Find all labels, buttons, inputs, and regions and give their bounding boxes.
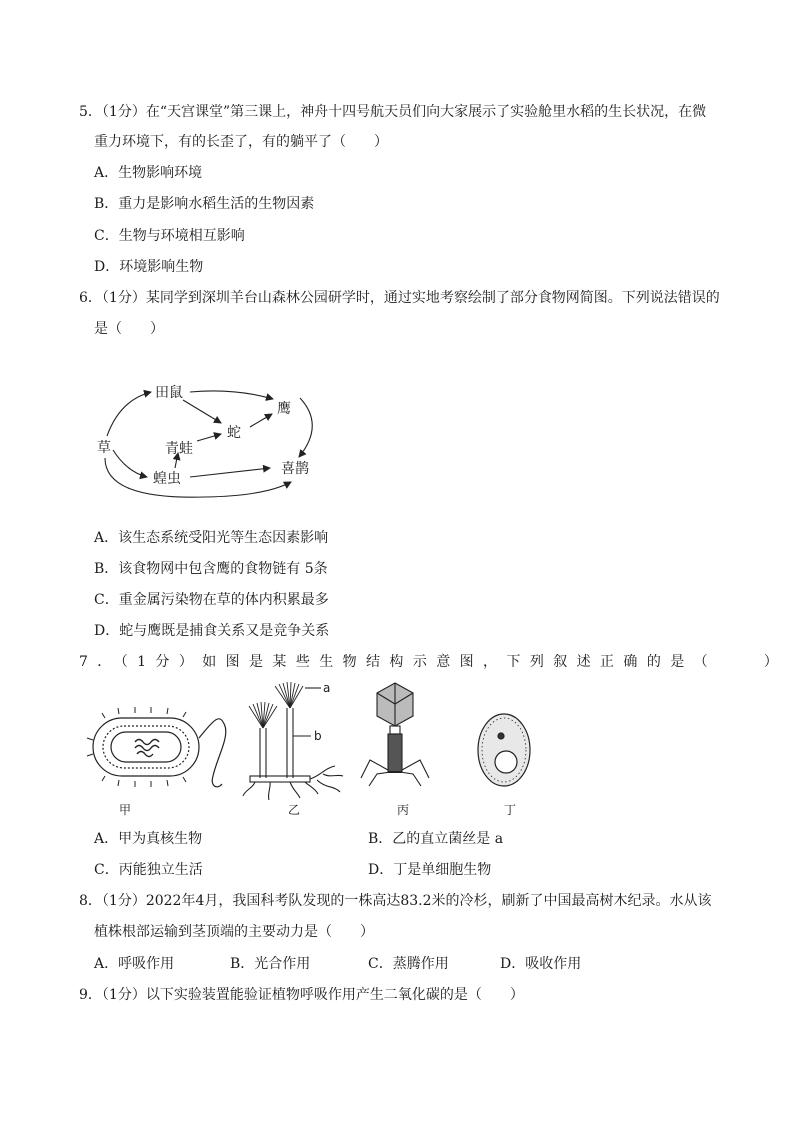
arrow-vole-snake (183, 400, 221, 423)
node-locust: 蝗虫 (153, 471, 181, 487)
yeast-illustration (478, 714, 530, 786)
q6-option-c[interactable]: C．重金属污染物在草的体内积累最多 (94, 592, 329, 608)
q5-option-d[interactable]: D．环境影响生物 (94, 259, 204, 275)
caption-ding: 丁 (504, 803, 517, 817)
arrow-grass-magpie (105, 458, 291, 497)
node-snake: 蛇 (227, 425, 241, 441)
q7-option-a[interactable]: A．甲为真核生物 (94, 831, 203, 847)
q9-stem-line-1: 9．（1分）以下实验装置能验证植物呼吸作用产生二氧化碳的是（ ） (79, 987, 524, 1003)
arrow-grass-locust (113, 450, 147, 477)
caption-yi: 乙 (288, 803, 301, 817)
q5-option-a[interactable]: A．生物影响环境 (94, 165, 203, 181)
q7-stem-line-1: 7．（1分）如图是某些生物结构示意图，下列叙述正确的是（ ） (79, 654, 788, 670)
bacterium-illustration (87, 707, 226, 787)
q7-option-b[interactable]: B．乙的直立菌丝是 a (368, 831, 504, 847)
q8-option-d[interactable]: D．吸收作用 (500, 956, 582, 972)
food-web-diagram (85, 370, 325, 500)
q5-option-b[interactable]: B．重力是影响水稻生活的生物因素 (94, 196, 315, 212)
q7-option-d[interactable]: D．丁是单细胞生物 (368, 862, 492, 878)
arrow-frog-snake (197, 434, 221, 441)
mold-label-a: a (323, 681, 331, 695)
q5-stem-line-2: 重力环境下，有的长歪了，有的躺平了（ ） (94, 134, 388, 150)
node-grass: 草 (97, 440, 111, 456)
arrow-locust-magpie (190, 468, 270, 477)
node-vole: 田鼠 (155, 385, 183, 401)
q6-option-b[interactable]: B．该食物网中包含鹰的食物链有 5条 (94, 561, 328, 577)
mold-illustration (243, 682, 343, 800)
q5-option-c[interactable]: C．生物与环境相互影响 (94, 228, 245, 244)
q6-option-d[interactable]: D．蛇与鹰既是捕食关系又是竞争关系 (94, 623, 330, 639)
q6-option-a[interactable]: A．该生态系统受阳光等生态因素影响 (94, 530, 329, 546)
q8-option-a[interactable]: A．呼吸作用 (94, 956, 175, 972)
node-frog: 青蛙 (165, 441, 193, 457)
q8-stem-line-1: 8．（1分）2022年4月，我国科考队发现的一株高达83.2米的冷杉，刷新了中国最高树木纪录。水从该 (79, 893, 712, 909)
caption-bing: 丙 (397, 803, 410, 817)
arrow-vole-eagle (190, 391, 273, 399)
organisms-figure (85, 678, 545, 823)
arrow-snake-eagle (250, 414, 272, 427)
q8-option-c[interactable]: C．蒸腾作用 (368, 956, 449, 972)
q8-option-b[interactable]: B．光合作用 (230, 956, 311, 972)
arrow-grass-vole (107, 392, 151, 436)
q6-stem-line-2: 是（ ） (94, 321, 164, 337)
node-magpie: 喜鹊 (281, 461, 309, 477)
caption-jia: 甲 (119, 803, 132, 817)
q6-stem-line-1: 6．（1分）某同学到深圳羊台山森林公园研学时，通过实地考察绘制了部分食物网简图。下列说法错误的 (79, 290, 720, 306)
mold-label-b: b (314, 729, 322, 743)
q7-option-c[interactable]: C．丙能独立生活 (94, 862, 203, 878)
virus-illustration (361, 683, 429, 786)
arrow-eagle-magpie (299, 398, 312, 457)
q8-stem-line-2: 植株根部运输到茎顶端的主要动力是（ ） (94, 924, 374, 940)
node-eagle: 鹰 (277, 401, 291, 417)
q5-stem-line-1: 5．（1分）在“天宫课堂”第三课上，神舟十四号航天员们向大家展示了实验舱里水稻的生长状况，在微 (79, 104, 707, 120)
